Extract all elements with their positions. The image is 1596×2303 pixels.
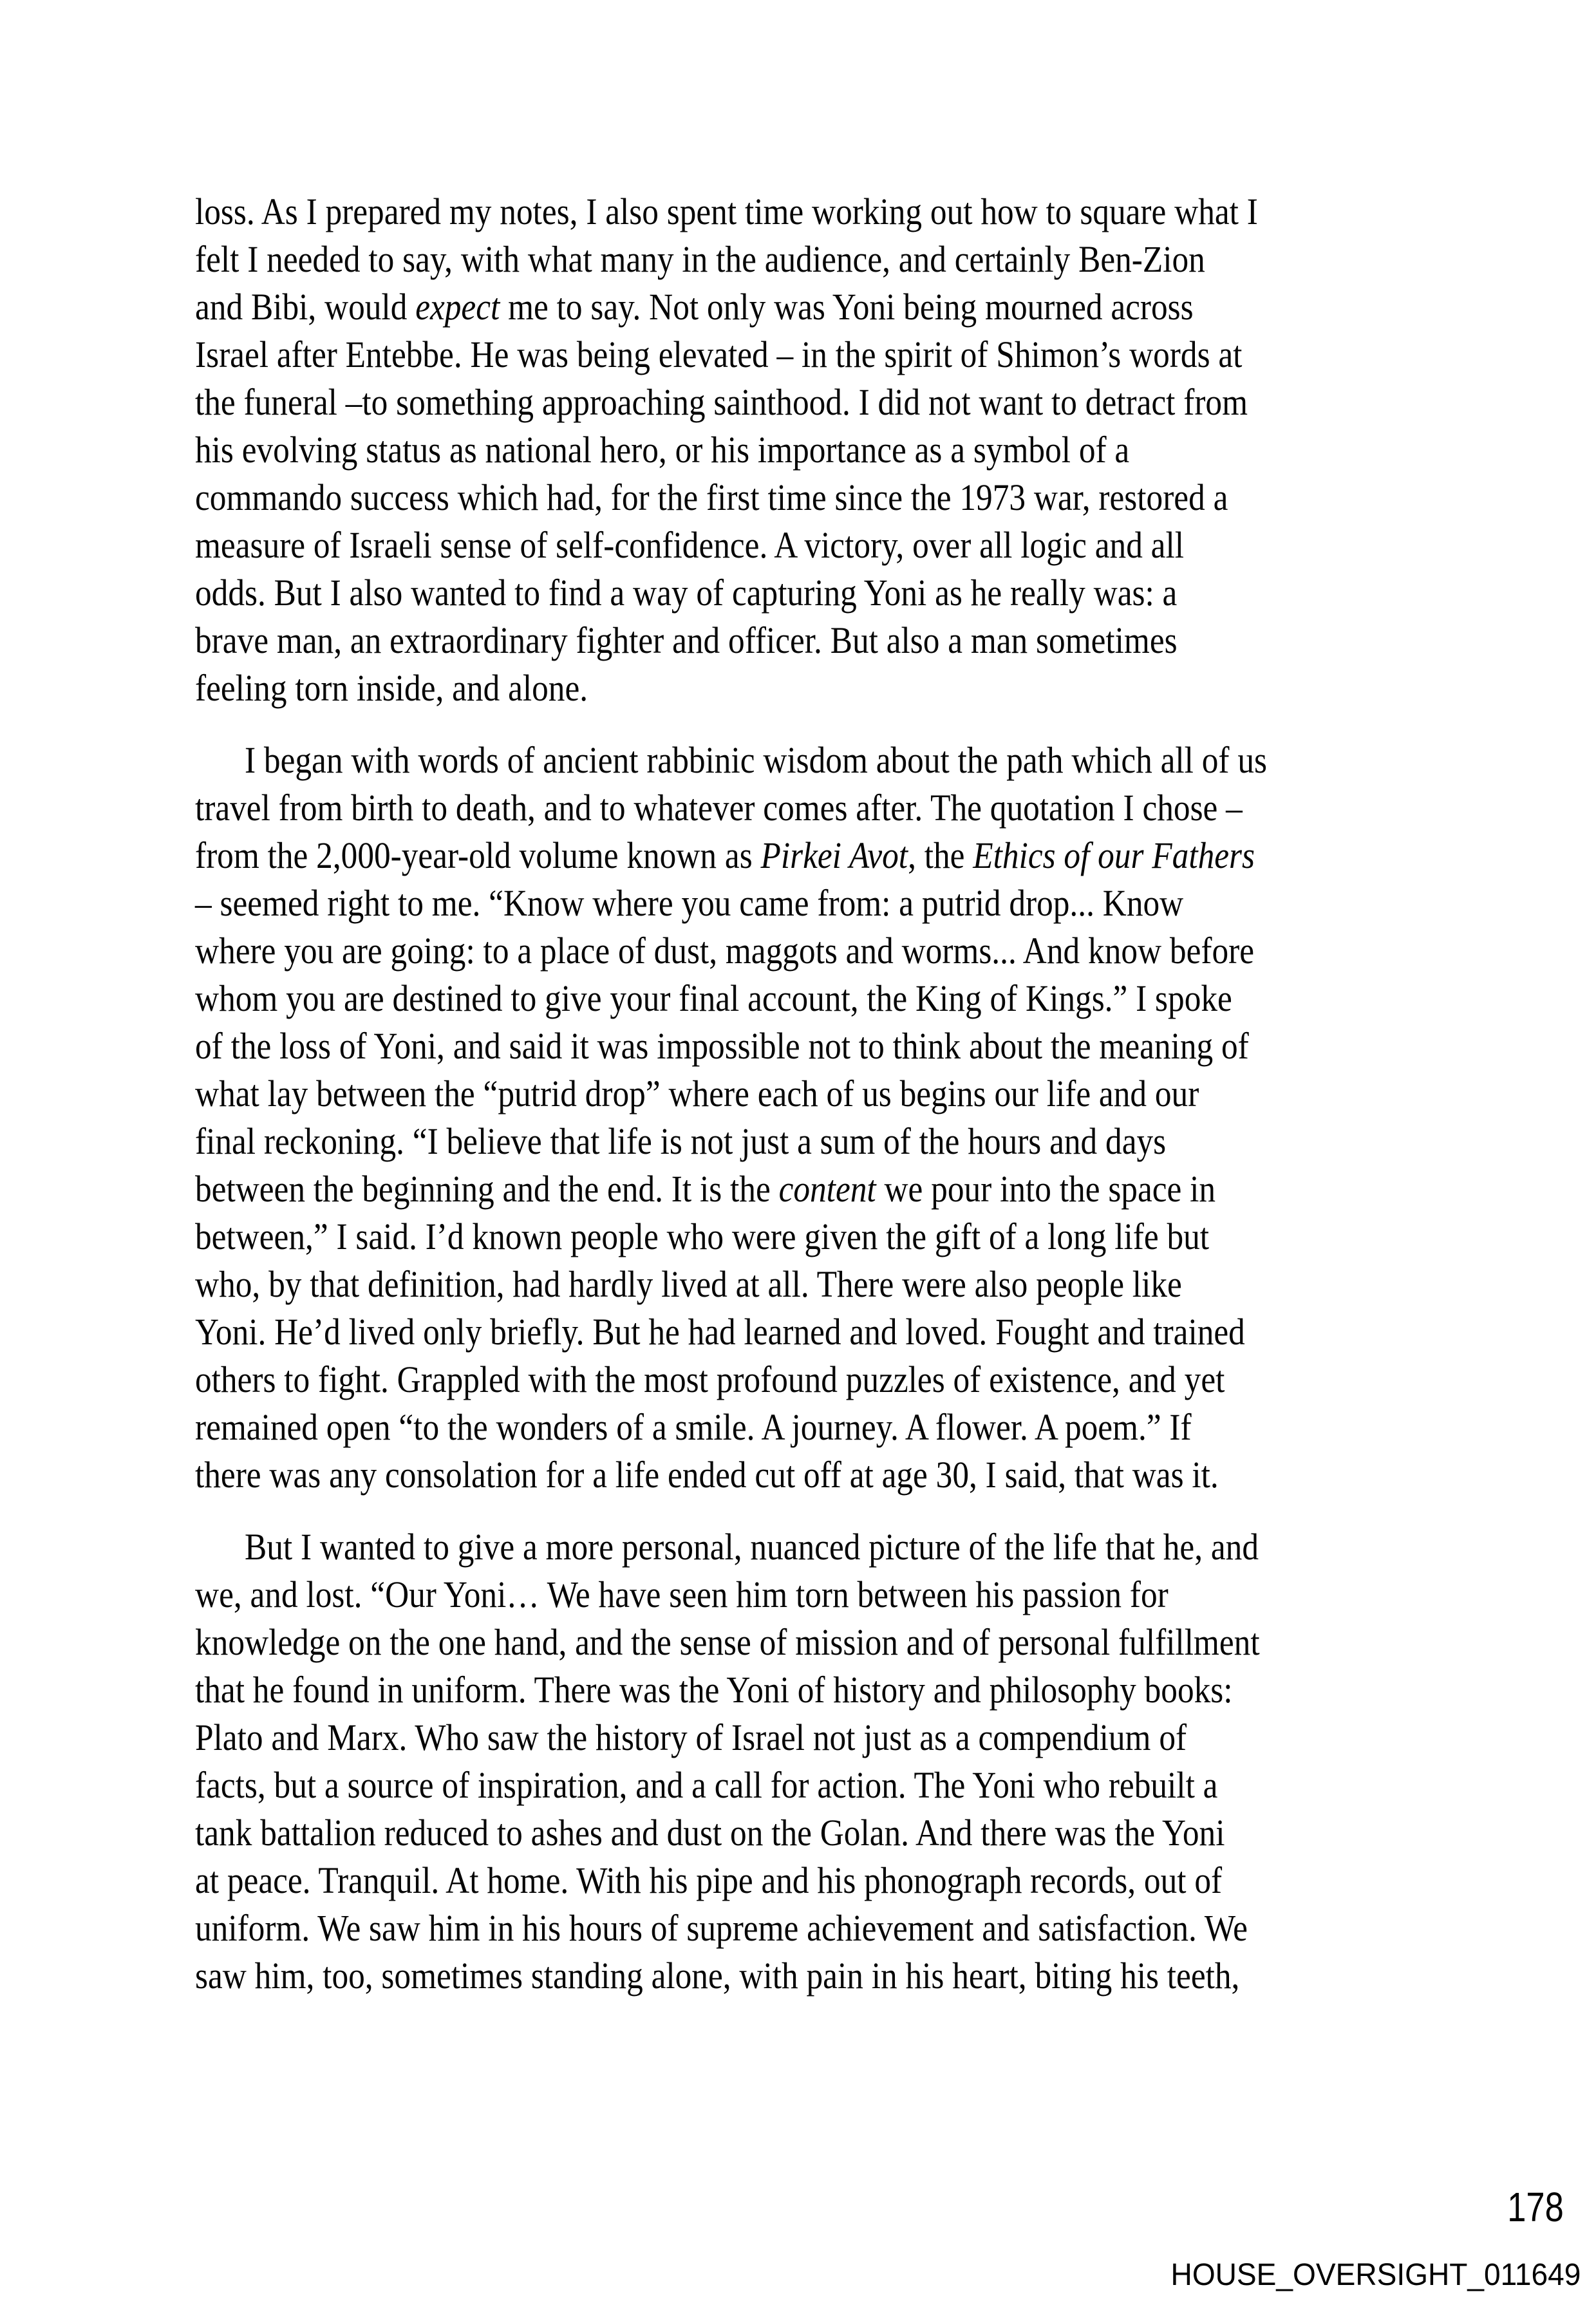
text-segment: at peace. Tranquil. At home. With his pipe and his phonograph records, out of [195,1859,1223,1901]
text-segment: of the loss of Yoni, and said it was impossible not to think about the meaning of [195,1025,1249,1067]
text-line [195,1666,1431,1714]
text-segment: facts, but a source of inspiration, and a call for action. The Yoni who rebuilt a [195,1764,1218,1806]
text-line [195,1714,1431,1762]
text-line [195,569,1431,617]
text-segment: me to say. Not only was Yoni being mourned across [500,286,1194,328]
text-line [195,664,1431,712]
text-segment: But I wanted to give a more personal, nuanced picture of the life that he, and [244,1526,1259,1568]
text-line [195,1762,1431,1809]
text-segment: between the beginning and the end. It is the [195,1168,779,1210]
text-segment: saw him, too, sometimes standing alone, with pain in his heart, biting his teeth, [195,1955,1240,1997]
text-line [195,1523,1431,1571]
text-line [195,1213,1431,1261]
text-line [195,1356,1431,1404]
text-line [195,1809,1431,1857]
text-segment: whom you are destined to give your final account, the King of Kings.” I spoke [195,977,1232,1019]
text-line [195,1070,1431,1118]
text-segment: commando success which had, for the first time since the 1973 war, restored a [195,476,1228,518]
bates-stamp: HOUSE_OVERSIGHT_011649 [1170,2258,1581,2292]
text-segment: I began with words of ancient rabbinic wisdom about the path which all of us [244,739,1268,781]
text-segment: brave man, an extraordinary fighter and officer. But also a man sometimes [195,619,1178,661]
text-line [195,1952,1431,2000]
text-line [195,1022,1431,1070]
text-segment: uniform. We saw him in his hours of supreme achievement and satisfaction. We [195,1907,1248,1949]
text-line [195,1451,1431,1499]
text-segment: we, and lost. “Our Yoni… We have seen him torn between his passion for [195,1574,1169,1615]
text-line [195,1165,1431,1213]
text-line [195,1404,1431,1451]
text-segment: odds. But I also wanted to find a way of capturing Yoni as he really was: a [195,572,1178,614]
text-segment: between,” I said. I’d known people who were given the gift of a long life but [195,1216,1210,1257]
text-segment: feeling torn inside, and alone. [195,667,588,709]
text-line [195,331,1431,379]
text-line [195,236,1431,283]
text-segment: who, by that definition, had hardly lived at all. There were also people like [195,1263,1182,1305]
text-segment: tank battalion reduced to ashes and dust on the Golan. And there was the Yoni [195,1812,1225,1854]
text-segment: felt I needed to say, with what many in the audience, and certainly Ben-Zion [195,238,1205,280]
text-segment: his evolving status as national hero, or his importance as a symbol of a [195,429,1130,471]
text-line [195,737,1431,784]
italic-text-segment: Ethics of our Fathers [973,834,1255,876]
text-segment: – seemed right to me. “Know where you came from: a putrid drop... Know [195,882,1184,924]
text-segment: others to fight. Grappled with the most profound puzzles of existence, and yet [195,1358,1225,1400]
text-line [195,1308,1431,1356]
text-segment: and Bibi, would [195,286,416,328]
text-segment: knowledge on the one hand, and the sense of mission and of personal fulfillment [195,1621,1260,1663]
text-line [195,1261,1431,1308]
text-segment: travel from birth to death, and to whatever comes after. The quotation I chose – [195,787,1243,829]
paragraph [195,1523,1431,2000]
text-segment: Yoni. He’d lived only briefly. But he had learned and loved. Fought and trained [195,1311,1245,1353]
text-segment: there was any consolation for a life ended cut off at age 30, I said, that was it. [195,1454,1219,1496]
text-line [195,1571,1431,1619]
text-line [195,975,1431,1022]
text-segment: we pour into the space in [876,1168,1216,1210]
text-line [195,1857,1431,1904]
text-segment: final reckoning. “I believe that life is not just a sum of the hours and days [195,1120,1167,1162]
text-segment: remained open “to the wonders of a smile. A journey. A flower. A poem.” If [195,1406,1192,1448]
paragraph [195,188,1431,712]
text-line [195,617,1431,664]
text-line [195,426,1431,474]
text-line [195,1619,1431,1666]
page-number: 178 [1507,2184,1564,2230]
text-line [195,927,1431,975]
text-segment: from the 2,000-year-old volume known as [195,834,761,876]
text-segment: the funeral –to something approaching sainthood. I did not want to detract from [195,381,1248,423]
text-segment: where you are going: to a place of dust, maggots and worms... And know before [195,930,1255,972]
text-segment: that he found in uniform. There was the Yoni of history and philosophy books: [195,1669,1233,1711]
text-segment: measure of Israeli sense of self-confidence. A victory, over all logic and all [195,524,1185,566]
text-segment: loss. As I prepared my notes, I also spent time working out how to square what I [195,191,1258,232]
paragraph [195,737,1431,1499]
italic-text-segment: Pirkei Avot [760,834,908,876]
text-line [195,832,1431,879]
text-line [195,188,1431,236]
italic-text-segment: content [778,1168,876,1210]
text-segment: what lay between the “putrid drop” where each of us begins our life and our [195,1073,1199,1114]
text-line [195,379,1431,426]
text-segment: Plato and Marx. Who saw the history of Israel not just as a compendium of [195,1716,1187,1758]
text-segment: Israel after Entebbe. He was being elevated – in the spirit of Shimon’s words at [195,334,1243,375]
text-line [195,1118,1431,1165]
text-segment: , the [908,834,973,876]
text-line [195,522,1431,569]
text-line [195,474,1431,522]
text-line [195,879,1431,927]
italic-text-segment: expect [415,286,500,328]
text-line [195,283,1431,331]
body-text-block [195,188,1431,2000]
text-line [195,1904,1431,1952]
text-line [195,784,1431,832]
